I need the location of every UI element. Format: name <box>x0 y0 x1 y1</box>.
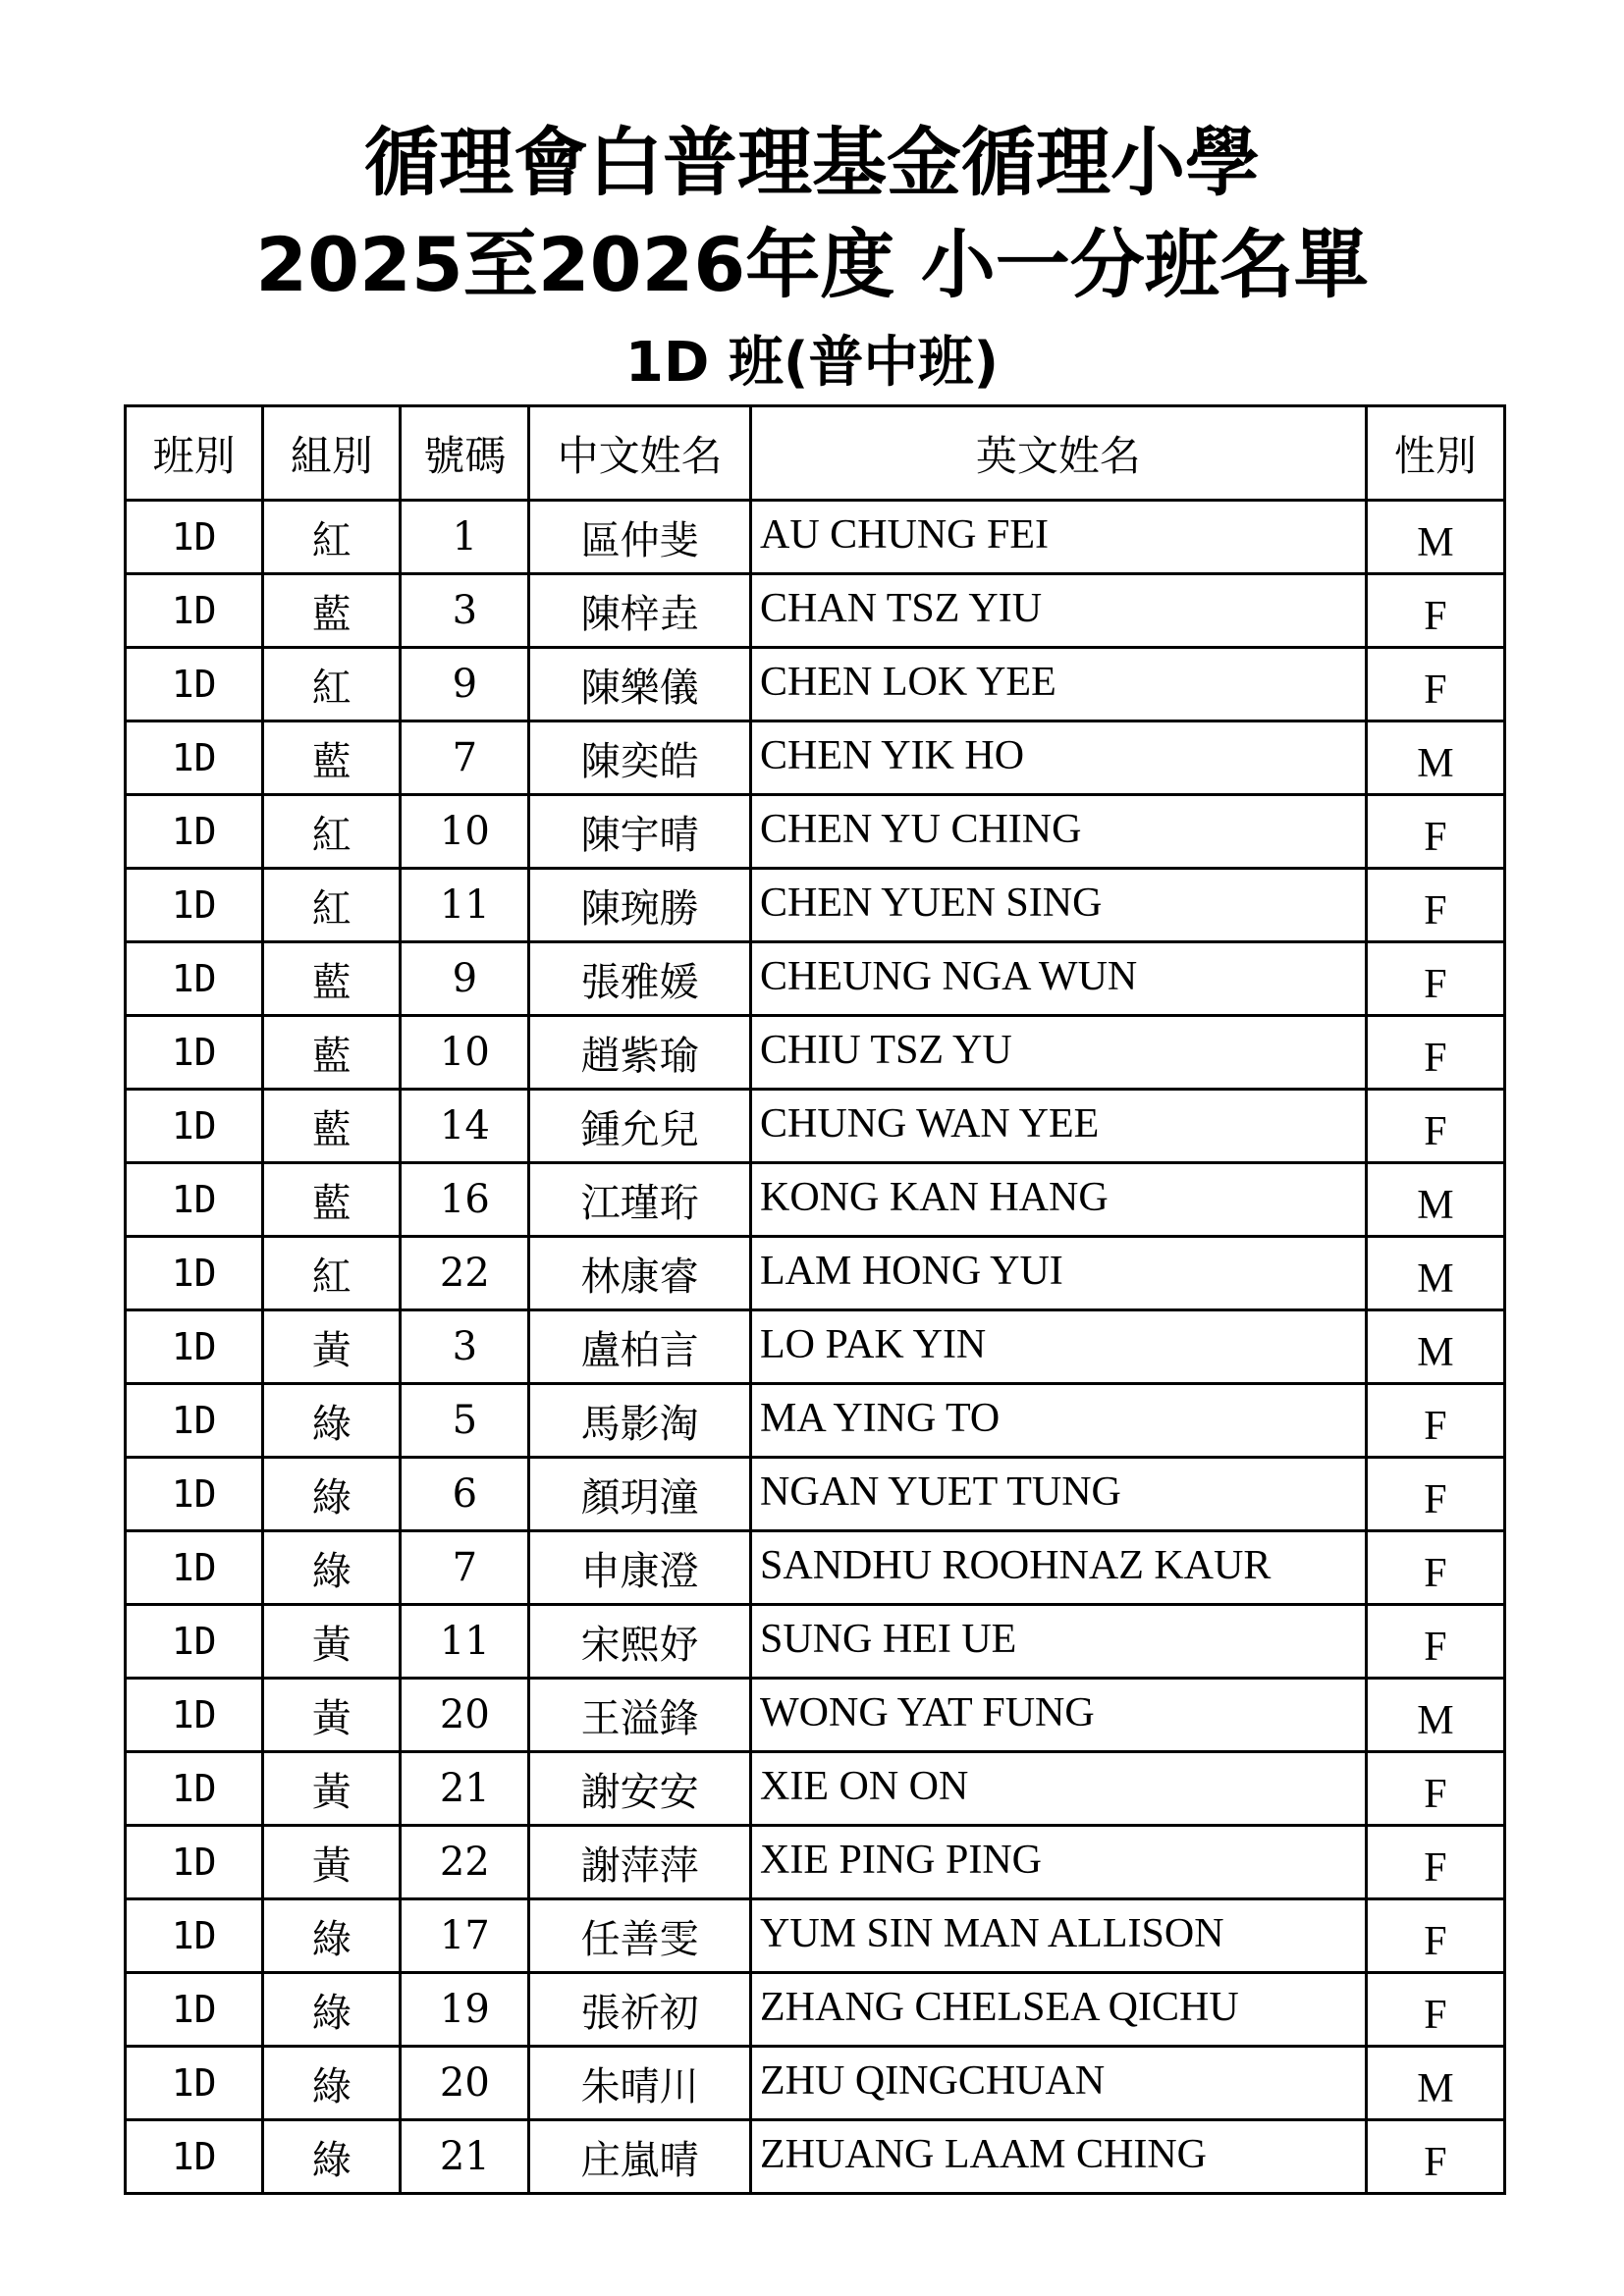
table-row <box>126 2120 1505 2194</box>
class-cell: 1D <box>126 795 263 869</box>
chinese-name-cell: 庄嵐晴 <box>529 2120 751 2194</box>
table-row <box>126 1163 1505 1237</box>
english-name-cell: ZHUANG LAAM CHING <box>751 2120 1367 2194</box>
class-cell: 1D <box>126 1016 263 1090</box>
number-cell: 22 <box>401 1237 529 1310</box>
class-cell: 1D <box>126 942 263 1016</box>
english-name-cell: CHIU TSZ YU <box>751 1016 1367 1090</box>
gender-cell: M <box>1366 501 1504 574</box>
table-row <box>126 1458 1505 1531</box>
gender-cell: F <box>1366 1752 1504 1826</box>
class-cell: 1D <box>126 501 263 574</box>
number-cell: 10 <box>401 1016 529 1090</box>
number-cell: 21 <box>401 2120 529 2194</box>
group-cell: 藍 <box>263 1016 401 1090</box>
english-name-cell: CHEUNG NGA WUN <box>751 942 1367 1016</box>
table-row <box>126 574 1505 648</box>
chinese-name-cell: 任善雯 <box>529 1899 751 1973</box>
chinese-name-cell: 朱晴川 <box>529 2047 751 2120</box>
year-list-title: 2025至2026年度 小一分班名單 <box>255 221 1369 308</box>
gender-cell: M <box>1366 1310 1504 1384</box>
class-cell: 1D <box>126 2120 263 2194</box>
group-cell: 綠 <box>263 2047 401 2120</box>
number-cell: 17 <box>401 1899 529 1973</box>
school-name-title: 循理會白普理基金循理小學 <box>364 119 1260 206</box>
group-cell: 黃 <box>263 1752 401 1826</box>
english-name-cell: CHEN YUEN SING <box>751 869 1367 942</box>
english-name-cell: LO PAK YIN <box>751 1310 1367 1384</box>
class-cell: 1D <box>126 1163 263 1237</box>
english-name-cell: CHAN TSZ YIU <box>751 574 1367 648</box>
english-name-cell: XIE ON ON <box>751 1752 1367 1826</box>
chinese-name-cell: 陳宇晴 <box>529 795 751 869</box>
class-cell: 1D <box>126 574 263 648</box>
english-name-cell: CHEN YIK HO <box>751 721 1367 795</box>
gender-cell: F <box>1366 1458 1504 1531</box>
english-name-cell: CHUNG WAN YEE <box>751 1090 1367 1163</box>
gender-cell: F <box>1366 1384 1504 1458</box>
number-cell: 6 <box>401 1458 529 1531</box>
chinese-name-cell: 盧柏言 <box>529 1310 751 1384</box>
gender-cell: F <box>1366 2120 1504 2194</box>
chinese-name-cell: 張雅媛 <box>529 942 751 1016</box>
group-cell: 紅 <box>263 869 401 942</box>
number-cell: 11 <box>401 1605 529 1679</box>
class-cell: 1D <box>126 1679 263 1752</box>
gender-cell: F <box>1366 1531 1504 1605</box>
chinese-name-cell: 林康睿 <box>529 1237 751 1310</box>
chinese-name-cell: 陳梓垚 <box>529 574 751 648</box>
table-row <box>126 1752 1505 1826</box>
chinese-name-cell: 陳奕皓 <box>529 721 751 795</box>
gender-cell: M <box>1366 721 1504 795</box>
group-cell: 綠 <box>263 1458 401 1531</box>
chinese-name-cell: 張祈初 <box>529 1973 751 2047</box>
group-cell: 黃 <box>263 1605 401 1679</box>
chinese-name-cell: 馬影淘 <box>529 1384 751 1458</box>
chinese-name-cell: 鍾允兒 <box>529 1090 751 1163</box>
table-row <box>126 869 1505 942</box>
class-roster-table <box>124 404 1506 2195</box>
group-cell: 綠 <box>263 1973 401 2047</box>
english-name-cell: SANDHU ROOHNAZ KAUR <box>751 1531 1367 1605</box>
group-cell: 綠 <box>263 1531 401 1605</box>
group-cell: 紅 <box>263 795 401 869</box>
english-name-cell: WONG YAT FUNG <box>751 1679 1367 1752</box>
number-cell: 5 <box>401 1384 529 1458</box>
gender-cell: F <box>1366 1826 1504 1899</box>
table-row <box>126 1237 1505 1310</box>
class-cell: 1D <box>126 721 263 795</box>
class-title: 1D 班(普中班) <box>624 331 1000 395</box>
chinese-name-cell: 宋熙妤 <box>529 1605 751 1679</box>
group-cell: 藍 <box>263 942 401 1016</box>
table-row <box>126 1384 1505 1458</box>
number-cell: 16 <box>401 1163 529 1237</box>
table-row <box>126 1679 1505 1752</box>
group-cell: 藍 <box>263 1090 401 1163</box>
number-cell: 3 <box>401 1310 529 1384</box>
chinese-name-cell: 申康澄 <box>529 1531 751 1605</box>
column-header-class: 班別 <box>126 406 263 501</box>
group-cell: 藍 <box>263 721 401 795</box>
gender-cell: M <box>1366 1679 1504 1752</box>
group-cell: 綠 <box>263 1899 401 1973</box>
class-cell: 1D <box>126 1899 263 1973</box>
class-cell: 1D <box>126 1237 263 1310</box>
chinese-name-cell: 謝安安 <box>529 1752 751 1826</box>
gender-cell: F <box>1366 1899 1504 1973</box>
english-name-cell: SUNG HEI UE <box>751 1605 1367 1679</box>
class-cell: 1D <box>126 1090 263 1163</box>
gender-cell: M <box>1366 1163 1504 1237</box>
table-row <box>126 795 1505 869</box>
english-name-cell: XIE PING PING <box>751 1826 1367 1899</box>
table-row <box>126 1899 1505 1973</box>
table-row <box>126 2047 1505 2120</box>
english-name-cell: NGAN YUET TUNG <box>751 1458 1367 1531</box>
column-header-group: 組別 <box>263 406 401 501</box>
english-name-cell: MA YING TO <box>751 1384 1367 1458</box>
column-header-chinese-name: 中文姓名 <box>529 406 751 501</box>
gender-cell: F <box>1366 1090 1504 1163</box>
number-cell: 20 <box>401 2047 529 2120</box>
gender-cell: F <box>1366 648 1504 721</box>
group-cell: 黃 <box>263 1826 401 1899</box>
chinese-name-cell: 謝萍萍 <box>529 1826 751 1899</box>
english-name-cell: ZHU QINGCHUAN <box>751 2047 1367 2120</box>
number-cell: 7 <box>401 1531 529 1605</box>
number-cell: 14 <box>401 1090 529 1163</box>
number-cell: 9 <box>401 648 529 721</box>
chinese-name-cell: 王溢鋒 <box>529 1679 751 1752</box>
class-cell: 1D <box>126 2047 263 2120</box>
class-cell: 1D <box>126 648 263 721</box>
chinese-name-cell: 顏玥潼 <box>529 1458 751 1531</box>
english-name-cell: CHEN YU CHING <box>751 795 1367 869</box>
table-row <box>126 942 1505 1016</box>
class-cell: 1D <box>126 1384 263 1458</box>
group-cell: 綠 <box>263 2120 401 2194</box>
column-header-gender: 性別 <box>1366 406 1504 501</box>
class-cell: 1D <box>126 1752 263 1826</box>
number-cell: 10 <box>401 795 529 869</box>
chinese-name-cell: 趙紫瑜 <box>529 1016 751 1090</box>
number-cell: 21 <box>401 1752 529 1826</box>
group-cell: 紅 <box>263 501 401 574</box>
group-cell: 紅 <box>263 1237 401 1310</box>
table-row <box>126 1016 1505 1090</box>
group-cell: 藍 <box>263 1163 401 1237</box>
table-row <box>126 501 1505 574</box>
table-row <box>126 1310 1505 1384</box>
table-row <box>126 1605 1505 1679</box>
chinese-name-cell: 陳樂儀 <box>529 648 751 721</box>
column-header-number: 號碼 <box>401 406 529 501</box>
table-row <box>126 721 1505 795</box>
table-row <box>126 1090 1505 1163</box>
class-cell: 1D <box>126 1310 263 1384</box>
group-cell: 紅 <box>263 648 401 721</box>
class-cell: 1D <box>126 1605 263 1679</box>
column-header-english-name: 英文姓名 <box>751 406 1367 501</box>
gender-cell: M <box>1366 1237 1504 1310</box>
number-cell: 3 <box>401 574 529 648</box>
table-header-row <box>126 406 1505 501</box>
english-name-cell: ZHANG CHELSEA QICHU <box>751 1973 1367 2047</box>
class-cell: 1D <box>126 1531 263 1605</box>
english-name-cell: KONG KAN HANG <box>751 1163 1367 1237</box>
class-cell: 1D <box>126 869 263 942</box>
number-cell: 22 <box>401 1826 529 1899</box>
english-name-cell: CHEN LOK YEE <box>751 648 1367 721</box>
gender-cell: F <box>1366 1973 1504 2047</box>
group-cell: 藍 <box>263 574 401 648</box>
roster-body <box>126 501 1505 2194</box>
gender-cell: F <box>1366 574 1504 648</box>
class-cell: 1D <box>126 1458 263 1531</box>
chinese-name-cell: 區仲斐 <box>529 501 751 574</box>
number-cell: 20 <box>401 1679 529 1752</box>
english-name-cell: LAM HONG YUI <box>751 1237 1367 1310</box>
table-row <box>126 1531 1505 1605</box>
gender-cell: F <box>1366 869 1504 942</box>
table-row <box>126 1826 1505 1899</box>
table-row <box>126 648 1505 721</box>
table-row <box>126 1973 1505 2047</box>
gender-cell: F <box>1366 795 1504 869</box>
english-name-cell: YUM SIN MAN ALLISON <box>751 1899 1367 1973</box>
class-cell: 1D <box>126 1973 263 2047</box>
gender-cell: F <box>1366 1016 1504 1090</box>
group-cell: 綠 <box>263 1384 401 1458</box>
gender-cell: F <box>1366 1605 1504 1679</box>
number-cell: 9 <box>401 942 529 1016</box>
number-cell: 1 <box>401 501 529 574</box>
gender-cell: M <box>1366 2047 1504 2120</box>
number-cell: 19 <box>401 1973 529 2047</box>
number-cell: 7 <box>401 721 529 795</box>
english-name-cell: AU CHUNG FEI <box>751 501 1367 574</box>
gender-cell: F <box>1366 942 1504 1016</box>
chinese-name-cell: 陳琬勝 <box>529 869 751 942</box>
group-cell: 黃 <box>263 1310 401 1384</box>
number-cell: 11 <box>401 869 529 942</box>
chinese-name-cell: 江瑾珩 <box>529 1163 751 1237</box>
class-cell: 1D <box>126 1826 263 1899</box>
group-cell: 黃 <box>263 1679 401 1752</box>
